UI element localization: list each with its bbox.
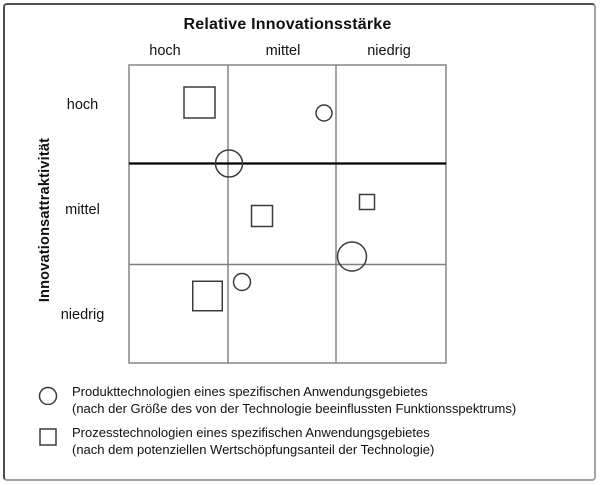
product-technology-circle bbox=[234, 274, 251, 291]
product-technology-circle bbox=[338, 242, 367, 271]
process-technology-square bbox=[184, 87, 215, 118]
process-technology-square bbox=[360, 195, 375, 210]
grid-border bbox=[129, 65, 446, 363]
legend-text bbox=[72, 384, 516, 417]
row-label-niedrig: niedrig bbox=[60, 307, 105, 323]
column-label-mittel: mittel bbox=[265, 43, 301, 59]
y-axis-title: Innovationsattraktivität bbox=[37, 137, 53, 303]
legend-label: Produkttechnologien eines spezifischen Anwendungsgebietes bbox=[72, 384, 428, 399]
product-technology-circle bbox=[316, 105, 332, 121]
legend-sublabel: (nach dem potenziellen Wertschöpfungsanteil der Technologie) bbox=[72, 441, 435, 457]
product-technology-circle-icon bbox=[38, 385, 58, 405]
legend-sublabel: (nach der Größe des von der Technologie beeinflussten Funktionsspektrums) bbox=[72, 400, 517, 416]
legend-item-process-technologies bbox=[38, 425, 434, 458]
row-label-mittel: mittel bbox=[65, 202, 100, 218]
column-label-niedrig: niedrig bbox=[367, 43, 411, 59]
process-technology-square bbox=[252, 206, 273, 227]
process-technology-square-icon bbox=[38, 426, 58, 446]
legend-item-product-technologies bbox=[38, 384, 516, 417]
process-technology-square bbox=[193, 281, 223, 311]
legend-text bbox=[72, 425, 434, 458]
row-label-hoch: hoch bbox=[66, 97, 99, 113]
x-axis-title: Relative Innovationsstärke bbox=[183, 16, 392, 33]
legend-label: Prozesstechnologien eines spezifischen Anwendungsgebietes bbox=[72, 425, 430, 440]
column-label-hoch: hoch bbox=[149, 43, 181, 59]
